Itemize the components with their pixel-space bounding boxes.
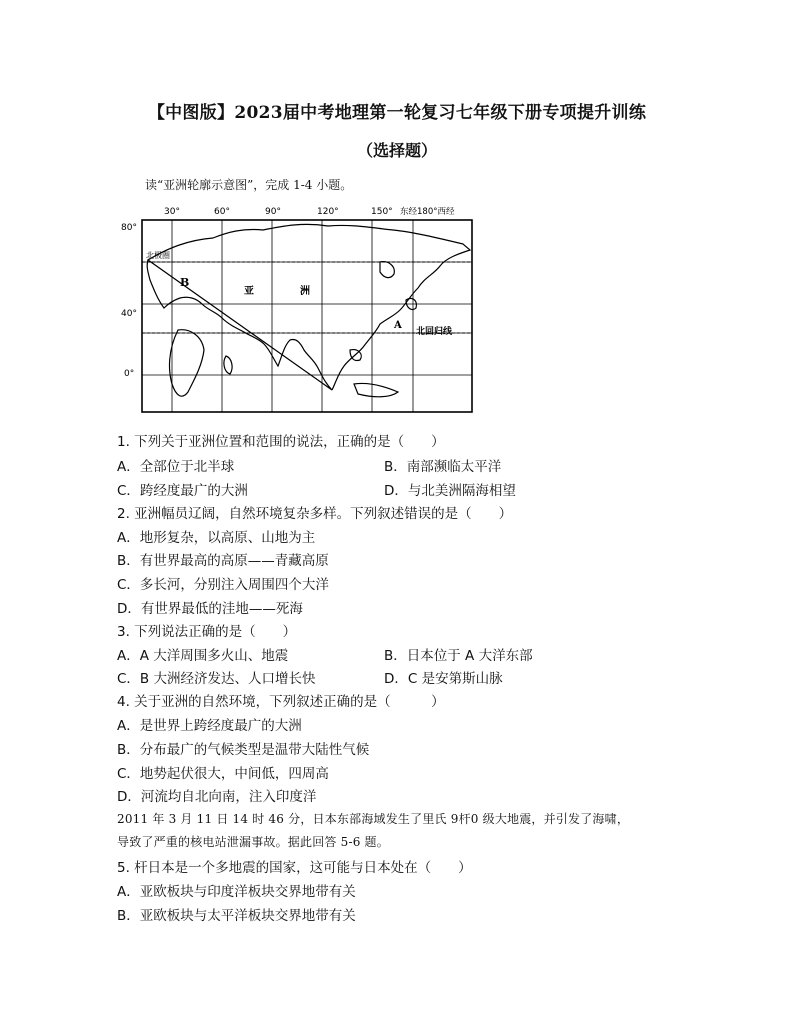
lat-label: 40° bbox=[121, 309, 137, 319]
label-zhou: 洲 bbox=[300, 286, 310, 297]
question-4-stem: 4. 关于亚洲的自然环境，下列叙述正确的是（ ） bbox=[117, 694, 445, 710]
tropic-label: 北回归线 bbox=[416, 327, 453, 337]
q2-option-b: B．有世界最高的高原——青藏高原 bbox=[117, 553, 329, 569]
q1-option-a: A．全部位于北半球 bbox=[117, 459, 235, 475]
lon-label: 60° bbox=[214, 207, 230, 217]
question-2-stem: 2. 亚洲幅员辽阔，自然环境复杂多样。下列叙述错误的是（ ） bbox=[117, 506, 513, 522]
arctic-circle-label: 北极圈 bbox=[146, 251, 170, 260]
label-b: B bbox=[180, 276, 190, 289]
lat-label: 0° bbox=[124, 369, 135, 379]
intro-text: 读“亚洲轮廓示意图”，完成 1-4 小题。 bbox=[145, 178, 353, 192]
q1-option-c: C．跨经度最广的大洲 bbox=[117, 483, 248, 499]
q4-option-a: A．是世界上跨经度最广的大洲 bbox=[117, 718, 302, 734]
label-ya: 亚 bbox=[244, 286, 254, 297]
q1-option-b: B．南部濒临太平洋 bbox=[384, 459, 502, 475]
lon-label: 东经180°西经 bbox=[400, 207, 455, 217]
lat-label: 80° bbox=[121, 223, 137, 233]
question-3-stem: 3. 下列说法正确的是（ ） bbox=[117, 624, 297, 640]
q4-option-c: C．地势起伏很大，中间低，四周高 bbox=[117, 766, 329, 782]
page-subtitle: （选择题） bbox=[356, 141, 437, 160]
label-a: A bbox=[394, 320, 402, 331]
q2-option-d: D．有世界最低的洼地——死海 bbox=[117, 601, 303, 617]
q4-option-d: D．河流均自北向南，注入印度洋 bbox=[117, 789, 317, 805]
q5-option-b: B．亚欧板块与太平洋板块交界地带有关 bbox=[117, 908, 356, 924]
q3-option-b: B．日本位于 A 大洋东部 bbox=[384, 648, 533, 664]
q3-option-c: C．B 大洲经济发达、人口增长快 bbox=[117, 671, 316, 687]
q5-option-a: A．亚欧板块与印度洋板块交界地带有关 bbox=[117, 884, 356, 900]
q3-option-d: D．C 是安第斯山脉 bbox=[384, 671, 503, 687]
lon-label: 150° bbox=[371, 207, 393, 217]
q1-option-d: D．与北美洲隔海相望 bbox=[384, 483, 516, 499]
passage-line-2: 导致了严重的核电站泄漏事故。据此回答 5-6 题。 bbox=[117, 835, 389, 849]
question-5-stem: 5. 杆日本是一个多地震的国家，这可能与日本处在（ ） bbox=[117, 860, 472, 876]
passage-line-1: 2011 年 3 月 11 日 14 时 46 分，日本东部海域发生了里氏 9杆0 级大地震，并引发了海啸， bbox=[117, 812, 630, 826]
lon-label: 30° bbox=[164, 207, 180, 217]
question-1-stem: 1. 下列关于亚洲位置和范围的说法，正确的是（ ） bbox=[117, 434, 445, 450]
q2-option-c: C．多长河，分别注入周围四个大洋 bbox=[117, 577, 329, 593]
q4-option-b: B．分布最广的气候类型是温带大陆性气候 bbox=[117, 742, 370, 758]
q3-option-a: A．A 大洋周围多火山、地震 bbox=[117, 648, 289, 664]
asia-outline-map bbox=[118, 200, 478, 418]
lon-label: 90° bbox=[265, 207, 281, 217]
q2-option-a: A．地形复杂，以高原、山地为主 bbox=[117, 530, 316, 546]
page-title: 【中图版】2023届中考地理第一轮复习七年级下册专项提升训练 bbox=[147, 103, 647, 123]
lon-label: 120° bbox=[317, 207, 339, 217]
